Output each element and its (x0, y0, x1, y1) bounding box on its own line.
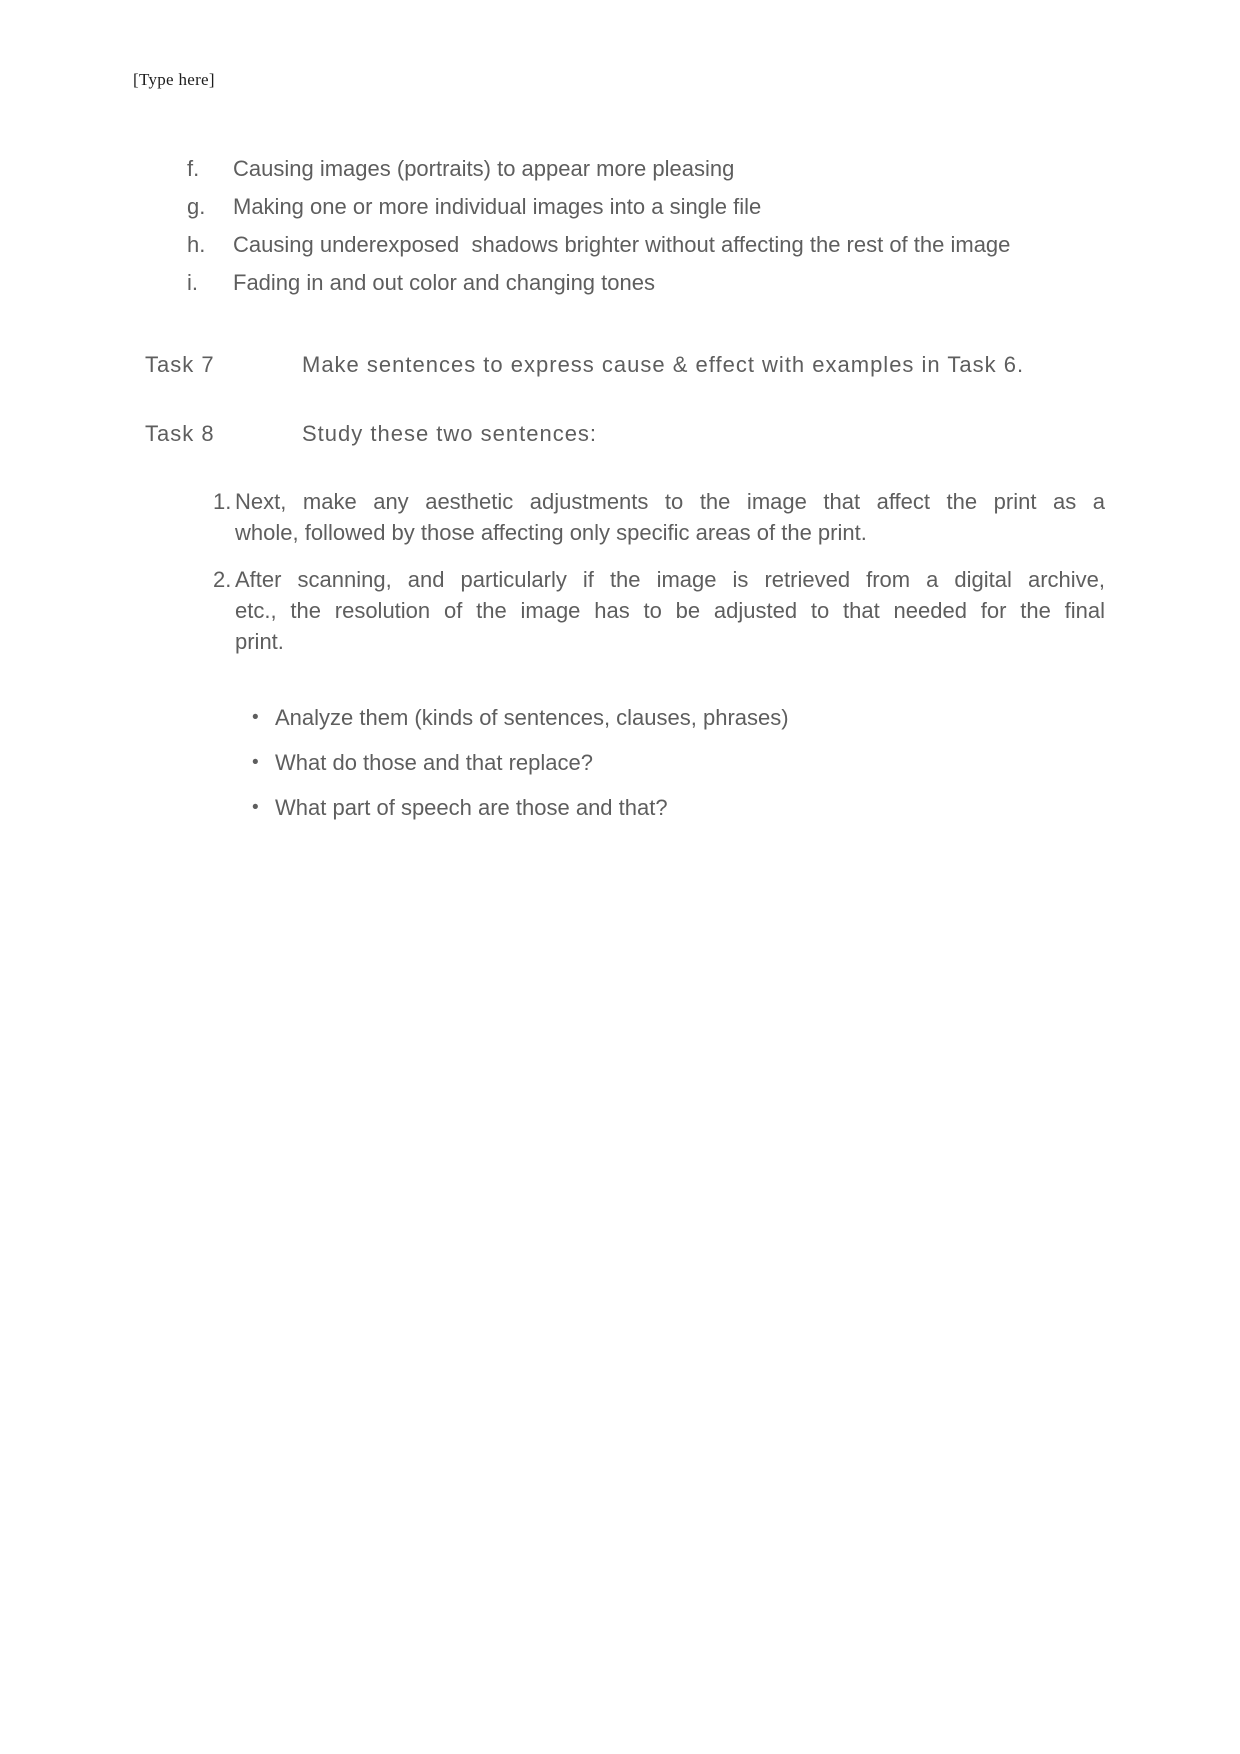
list-item-text: Making one or more individual images into a single file (233, 194, 762, 219)
item-text-line: whole, followed by those affecting only specific areas of the print. (235, 520, 867, 545)
header-type-here-placeholder[interactable]: [Type here] (133, 70, 215, 89)
task-description: Make sentences to express cause & effect with examples in Task 6. (302, 352, 1025, 377)
task-label: Task 8 (145, 421, 215, 446)
task-8-heading (145, 418, 1125, 450)
bullet-icon: • (252, 707, 259, 728)
task-description: Study these two sentences: (302, 421, 598, 446)
item-text-line: print. (235, 629, 284, 654)
bullet-text: Analyze them (kinds of sentences, clauses, phrases) (275, 705, 789, 730)
list-item (187, 226, 1127, 264)
numbered-item (213, 564, 1105, 657)
bullet-icon: • (252, 797, 259, 818)
numbered-list (213, 486, 1105, 673)
bullet-list (252, 695, 1112, 830)
lettered-list (187, 150, 1127, 302)
list-item (187, 188, 1127, 226)
item-text-line: After scanning, and particularly if the image is retrieved from a digital archive, (235, 567, 1105, 592)
bullet-item (252, 785, 1112, 830)
list-item-text: Fading in and out color and changing tones (233, 270, 655, 295)
bullet-text: What part of speech are those and that? (275, 795, 668, 820)
list-item-text: Causing images (portraits) to appear more pleasing (233, 156, 735, 181)
item-number: 2. (213, 567, 232, 592)
bullet-icon: • (252, 752, 259, 773)
list-item (187, 150, 1127, 188)
item-text (235, 486, 1105, 548)
item-text-line: etc., the resolution of the image has to be adjusted to that needed for the final (235, 598, 1105, 623)
item-text (235, 564, 1105, 657)
list-item-letter: i. (187, 270, 198, 295)
task-7-heading (145, 349, 1125, 381)
bullet-item (252, 740, 1112, 785)
list-item-letter: f. (187, 156, 200, 181)
task-label: Task 7 (145, 352, 215, 377)
bullet-text: What do those and that replace? (275, 750, 593, 775)
item-number: 1. (213, 489, 232, 514)
item-text-line: Next, make any aesthetic adjustments to the image that affect the print as a (235, 489, 1105, 514)
list-item-letter: h. (187, 232, 206, 257)
bullet-item (252, 695, 1112, 740)
list-item (187, 264, 1127, 302)
list-item-text: Causing underexposed shadows brighter without affecting the rest of the image (233, 232, 1011, 257)
numbered-item (213, 486, 1105, 548)
list-item-letter: g. (187, 194, 206, 219)
